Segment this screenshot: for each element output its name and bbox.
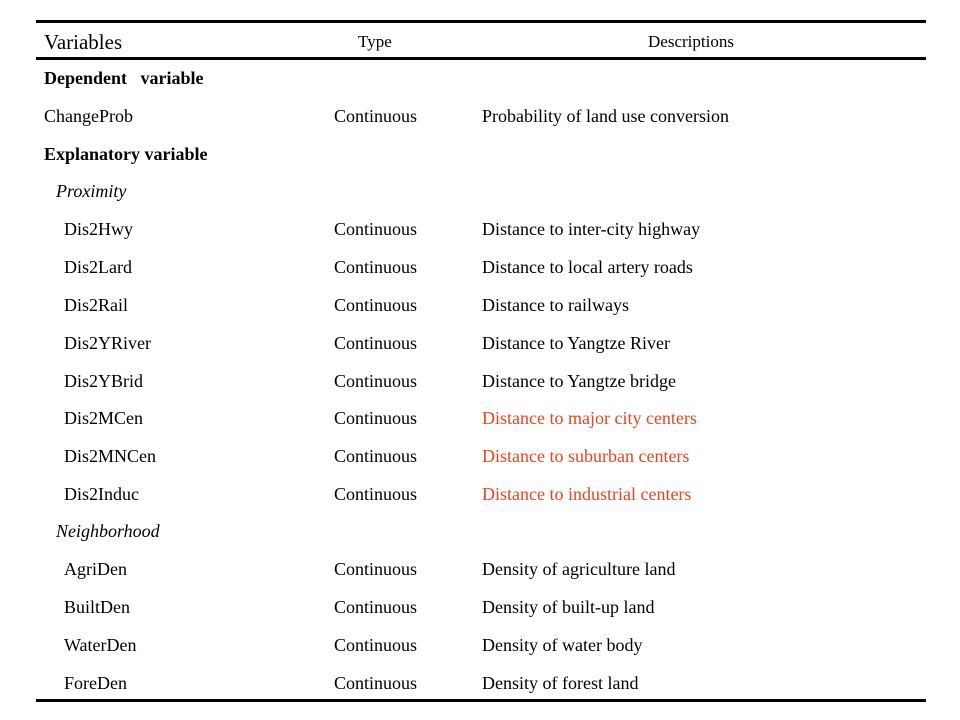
variable-description: Distance to local artery roads bbox=[482, 257, 693, 277]
table-row bbox=[36, 447, 926, 485]
variable-type: Continuous bbox=[334, 446, 418, 466]
variable-name: Dis2Induc bbox=[64, 484, 139, 504]
variables-table bbox=[36, 0, 926, 720]
variable-type: Continuous bbox=[334, 635, 418, 655]
subsection-label: Neighborhood bbox=[56, 521, 160, 541]
section-explanatory bbox=[36, 145, 926, 183]
variable-description-highlighted: Distance to industrial centers bbox=[482, 484, 692, 504]
variable-description: Density of forest land bbox=[482, 673, 639, 693]
variable-name: Dis2YRiver bbox=[64, 333, 151, 353]
variable-type: Continuous bbox=[334, 408, 418, 428]
variable-type: Continuous bbox=[334, 673, 418, 693]
header-variables: Variables bbox=[44, 30, 123, 54]
table-row bbox=[36, 296, 926, 334]
table-row bbox=[36, 107, 926, 145]
table-row bbox=[36, 485, 926, 523]
table-row bbox=[36, 258, 926, 296]
section-label: Dependent variable bbox=[44, 68, 204, 88]
table-row bbox=[36, 220, 926, 258]
variable-name: Dis2Rail bbox=[64, 295, 129, 315]
section-label: Explanatory variable bbox=[44, 144, 208, 164]
table-header bbox=[36, 22, 926, 60]
table-row bbox=[36, 598, 926, 636]
variable-name: Dis2MNCen bbox=[64, 446, 157, 466]
variable-type: Continuous bbox=[334, 295, 418, 315]
variable-name: BuiltDen bbox=[64, 597, 130, 617]
variable-description: Density of built-up land bbox=[482, 597, 655, 617]
variable-type: Continuous bbox=[334, 333, 418, 353]
table-row bbox=[36, 372, 926, 410]
header-type: Type bbox=[358, 32, 392, 51]
variable-type: Continuous bbox=[334, 106, 418, 126]
variable-description: Density of water body bbox=[482, 635, 643, 655]
variable-name: ChangeProb bbox=[44, 106, 133, 126]
variable-name: Dis2MCen bbox=[64, 408, 144, 428]
variable-description: Distance to railways bbox=[482, 295, 629, 315]
variable-description: Distance to Yangtze bridge bbox=[482, 371, 676, 391]
table-row bbox=[36, 560, 926, 598]
subsection-label: Proximity bbox=[56, 181, 127, 201]
variable-description: Distance to inter-city highway bbox=[482, 219, 701, 239]
table-row bbox=[36, 409, 926, 447]
variable-name: AgriDen bbox=[64, 559, 127, 579]
variable-type: Continuous bbox=[334, 484, 418, 504]
variable-type: Continuous bbox=[334, 219, 418, 239]
variable-type: Continuous bbox=[334, 559, 418, 579]
subsection-neighborhood bbox=[36, 522, 926, 560]
header-descriptions: Descriptions bbox=[648, 32, 734, 51]
variable-type: Continuous bbox=[334, 371, 418, 391]
variable-name: ForeDen bbox=[64, 673, 127, 693]
variable-description: Density of agriculture land bbox=[482, 559, 676, 579]
table-row bbox=[36, 636, 926, 674]
variable-description-highlighted: Distance to suburban centers bbox=[482, 446, 690, 466]
subsection-proximity bbox=[36, 182, 926, 220]
variable-name: Dis2Lard bbox=[64, 257, 132, 277]
variable-description: Probability of land use conversion bbox=[482, 106, 729, 126]
variable-type: Continuous bbox=[334, 597, 418, 617]
table-row bbox=[36, 334, 926, 372]
variable-type: Continuous bbox=[334, 257, 418, 277]
variable-description: Distance to Yangtze River bbox=[482, 333, 670, 353]
table-row bbox=[36, 674, 926, 712]
variable-name: WaterDen bbox=[64, 635, 137, 655]
variable-name: Dis2Hwy bbox=[64, 219, 134, 239]
variable-description-highlighted: Distance to major city centers bbox=[482, 408, 697, 428]
variable-name: Dis2YBrid bbox=[64, 371, 144, 391]
section-dependent bbox=[36, 69, 926, 107]
